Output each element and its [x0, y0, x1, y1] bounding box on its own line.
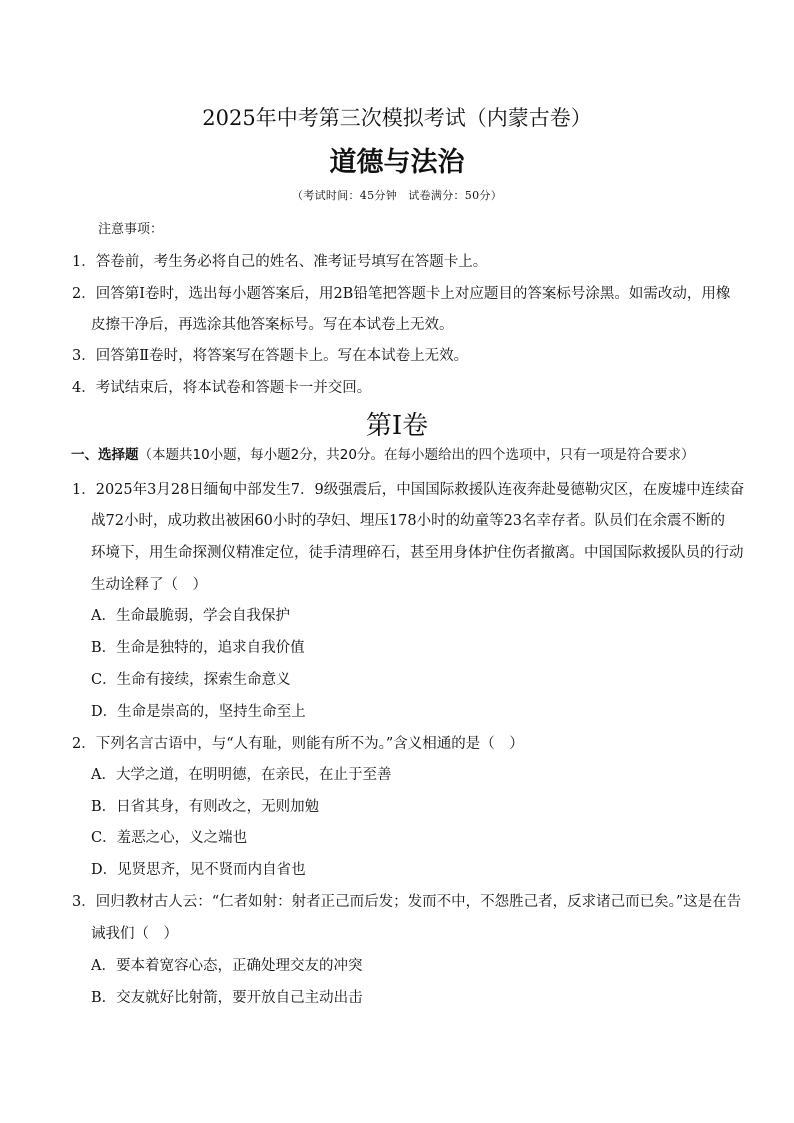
question-1-option-d: D．生命是崇高的，坚持生命至上 — [91, 704, 306, 720]
subject-title: 道德与法治 — [329, 147, 465, 178]
notice-item-2-line-2: 皮擦干净后，再选涂其他答案标号。写在本试卷上无效。 — [91, 317, 454, 333]
exam-title: 2025年中考第三次模拟考试（内蒙古卷） — [202, 106, 592, 130]
exam-time-info: （考试时间：45分钟 试卷满分：50分） — [292, 189, 502, 202]
question-2-option-a: A．大学之道，在明明德，在亲民，在止于至善 — [91, 767, 392, 783]
notice-item-3: 3．回答第Ⅱ卷时，将答案写在答题卡上。写在本试卷上无效。 — [72, 348, 469, 364]
question-1-line-2: 战72小时，成功救出被困60小时的孕妇、埋压178小时的幼童等23名幸存者。队员们在余震不断的 — [91, 513, 726, 529]
question-1-option-a: A．生命最脆弱，学会自我保护 — [91, 608, 290, 624]
question-1-option-c: C．生命有接续，探索生命意义 — [91, 672, 291, 688]
notice-title: 注意事项： — [98, 222, 164, 237]
section-title: 第Ⅰ卷 — [365, 411, 429, 441]
question-2-option-d: D．见贤思齐，见不贤而内自省也 — [91, 862, 306, 878]
question-3-option-b: B．交友就好比射箭，要开放自己主动出击 — [91, 990, 363, 1006]
notice-item-1: 1．答卷前，考生务必将自己的姓名、准考证号填写在答题卡上。 — [72, 254, 488, 270]
question-1-line-1: 1．2025年3月28日缅甸中部发生7．9级强震后，中国国际救援队连夜奔赴曼德勒灾区，在废墟中连续奋 — [72, 482, 745, 498]
notice-item-4: 4．考试结束后，将本试卷和答题卡一并交回。 — [72, 380, 372, 396]
question-3-line-1: 3．回归教材古人云：“仁者如射：射者正己而后发；发而不中，不怨胜己者，反求诸己而已矣。”这是在告 — [72, 894, 742, 910]
question-2-option-b: B．日省其身，有则改之，无则加勉 — [91, 799, 320, 815]
question-2-line-1: 2．下列名言古语中，与“人有耻，则能有所不为。”含义相通的是（ ） — [72, 736, 524, 752]
question-2-option-c: C．羞恶之心，义之端也 — [91, 830, 248, 846]
part-heading-label: 一、选择题 — [71, 447, 139, 463]
part-heading — [71, 446, 694, 464]
notice-item-2-line-1: 2．回答第Ⅰ卷时，选出每小题答案后，用2B铅笔把答题卡上对应题目的答案标号涂黑。如需改动，用橡 — [72, 286, 731, 302]
question-3-line-2: 诫我们（ ） — [91, 926, 178, 942]
question-1-line-4: 生动诠释了（ ） — [91, 577, 207, 593]
question-1-line-3: 环境下，用生命探测仪精准定位，徒手清理碎石，甚至用身体护住伤者撤离。中国国际救援队员的行动 — [91, 545, 744, 561]
question-3-option-a: A．要本着宽容心态，正确处理交友的冲突 — [91, 958, 363, 974]
part-heading-instructions: （本题共10小题，每小题2分，共20分。在每小题给出的四个选项中，只有一项是符合要求） — [138, 447, 695, 463]
question-1-option-b: B．生命是独特的，追求自我价值 — [91, 640, 305, 656]
